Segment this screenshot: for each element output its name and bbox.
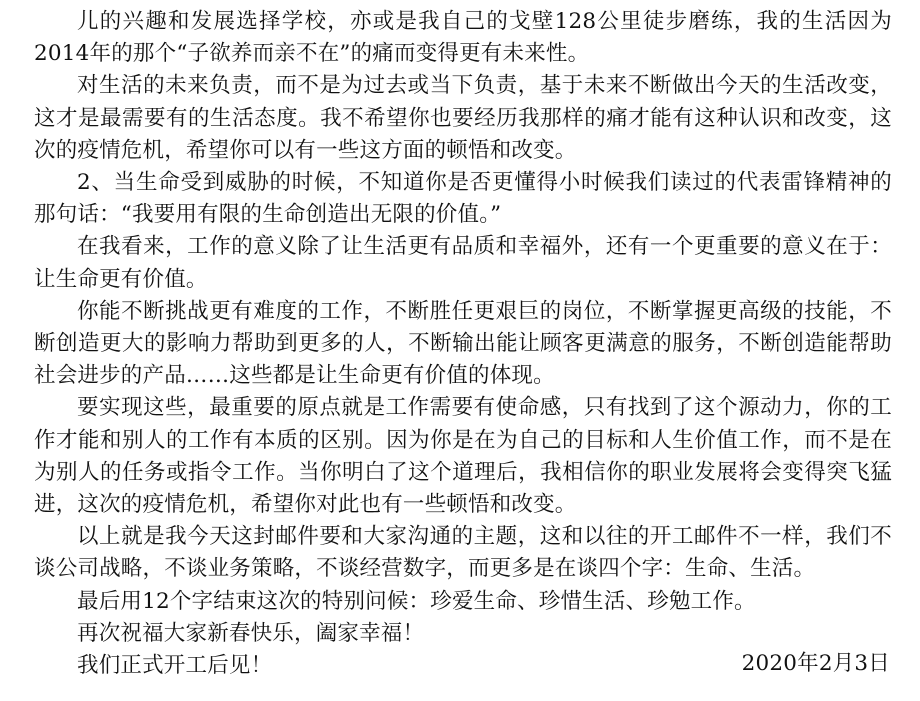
paragraph-7: 以上就是我今天这封邮件要和大家沟通的主题，这和以往的开工邮件不一样，我们不谈公司战略，不谈业务策略，不谈经营数字，而更多是在谈四个字：生命、生活。	[34, 524, 892, 582]
paragraph-8: 最后用12个字结束这次的特别问候：珍爱生命、珍惜生活、珍勉工作。	[77, 588, 756, 614]
paragraph-6: 要实现这些，最重要的原点就是工作需要有使命感，只有找到了这个源动力，你的工作才能和别人的工作有本质的区别。因为你是在为自己的目标和人生价值工作，而不是在为别人的任务或指令工作。当你明白了这个道理后，我相信你的职业发展将会变得突飞猛进，这次的疫情危机，希望你对此也有一些顿悟和改变。	[34, 395, 892, 518]
document-date: 2020年2月3日	[741, 651, 890, 676]
paragraph-10: 我们正式开工后见！	[77, 653, 273, 679]
paragraph-5: 你能不断挑战更有难度的工作，不断胜任更艰巨的岗位，不断掌握更高级的技能，不断创造更大的影响力帮助到更多的人，不断输出能让顾客更满意的服务，不断创造能帮助社会进步的产品……这些都是让生命更有价值的体现。	[34, 298, 892, 389]
paragraph-2: 对生活的未来负责，而不是为过去或当下负责，基于未来不断做出今天的生活改变，这才是最需要有的生活态度。我不希望你也要经历我那样的痛才能有这种认识和改变，这次的疫情危机，希望你可以有一些这方面的顿悟和改变。	[34, 73, 892, 163]
paragraph-4: 在我看来，工作的意义除了让生活更有品质和幸福外，还有一个更重要的意义在于：让生命更有价值。	[34, 234, 892, 292]
paragraph-3: 2、当生命受到威胁的时候，不知道你是否更懂得小时候我们读过的代表雷锋精神的那句话：“我要用有限的生命创造出无限的价值。”	[34, 170, 892, 228]
paragraph-1: 儿的兴趣和发展选择学校，亦或是我自己的戈壁128公里徒步磨练，我的生活因为2014年的那个“子欲养而亲不在”的痛而变得更有未来性。	[34, 9, 892, 67]
document-body	[34, 6, 892, 682]
paragraph-9: 再次祝福大家新春快乐，阖家幸福！	[77, 620, 425, 646]
